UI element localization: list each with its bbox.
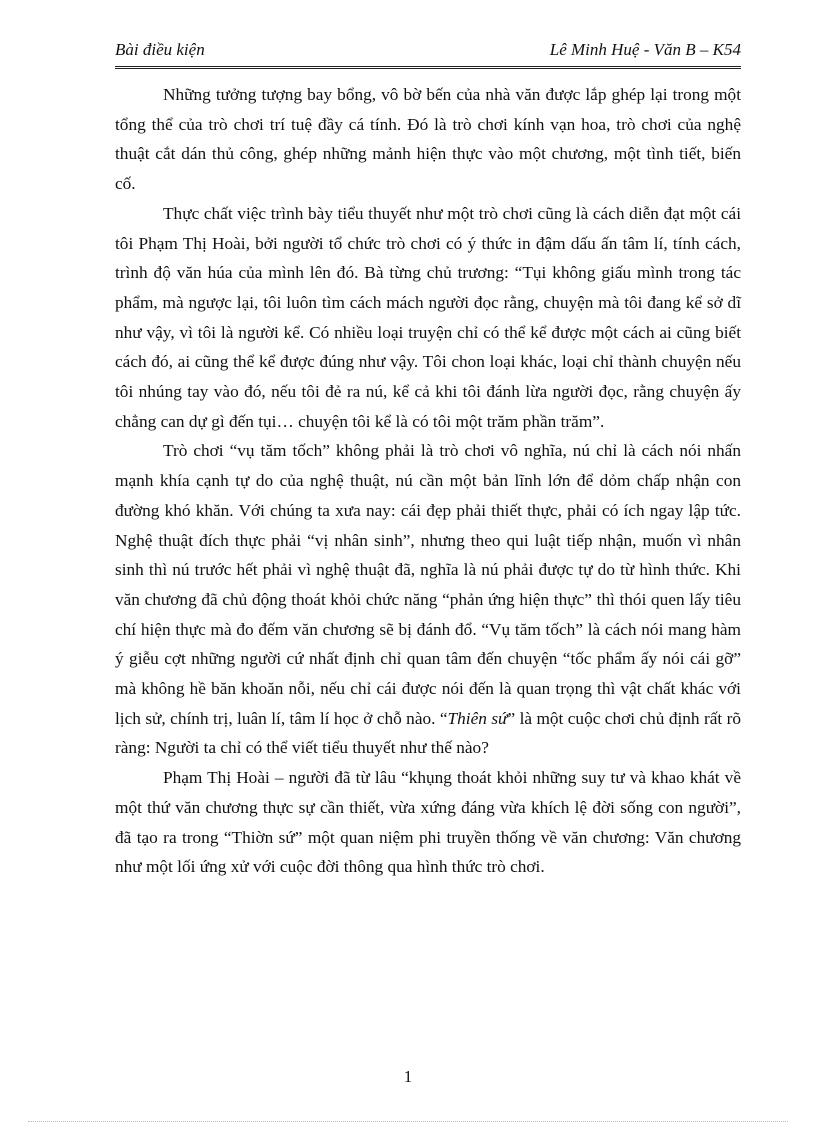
page-number: 1: [403, 1067, 413, 1086]
document-body: [115, 80, 741, 882]
page-bottom-rule: [28, 1121, 788, 1122]
header-author-right: Lê Minh Huệ - Văn B – K54: [549, 40, 741, 59]
paragraph-3-text-before: Trò chơi “vụ tăm tốch” không phải là trò chơi vô nghĩa, nú chỉ là cách nói nhấn mạnh khía cạnh tự do của nghệ thuật, nú cần một bản lĩnh lớn để dỏm chấp nhận con đường khó khăn. Với chúng ta xưa nay: cái đẹp phải thiết thực, phải có ích ngay lập tức. Nghệ thuật đích thực phải “vị nhân sinh”, nhưng theo qui luật tiếp nhận, muốn vì nhân sinh thì nú trước hết phải vì nghệ thuật đã, nghĩa là nú phải được tự do từ hình thức. Khi văn chương đã chủ động thoát khỏi chức năng “phản ứng hiện thực” thì thói quen lấy tiêu chí hiện thực mà đo đếm văn chương sẽ bị đánh đổ. “Vụ tăm tốch” là cách nói mang hàm ý giễu cợt những người cứ nhất định chỉ quan tâm đến chuyện “tốc phẩm ấy nói cái gỡ” mà không hề băn khoăn nỗi, nếu chỉ cái được nói đến là quan trọng thì vật chất khác với lịch sử, chính trị, luân lí, tâm lí học ở chỗ nào. “: [115, 441, 741, 728]
header-title-left: Bài điều kiện: [115, 40, 205, 59]
paragraph-1: Những tưởng tượng bay bổng, vô bờ bến của nhà văn được lắp ghép lại trong một tổng thể của trò chơi trí tuệ đầy cá tính. Đó là trò chơi kính vạn hoa, trò chơi của nghệ thuật cắt dán thủ công, ghép những mảnh hiện thực vào một chương, một tình tiết, biến cố.: [115, 85, 741, 194]
paragraph-3-text-after: ” là một cuộc chơi chủ định rất rõ ràng: Người ta chỉ có thể viết tiểu thuyết như thế nào?: [115, 708, 741, 758]
paragraph-3: [115, 436, 741, 763]
paragraph-4: Phạm Thị Hoài – người đã từ lâu “khụng thoát khỏi những suy tư và khao khát về một thứ văn chương thực sự cần thiết, vừa xứng đáng vừa khích lệ đời sống con người”, đã tạo ra trong “Thiờn sứ” một quan niệm phi truyền thống về văn chương: Văn chương như một lối ứng xử với cuộc đời thông qua hình thức trò chơi.: [115, 768, 741, 877]
paragraph-3-italic-title: Thiên sứ: [447, 708, 508, 728]
page-header: [115, 38, 741, 69]
paragraph-2: Thực chất việc trình bày tiểu thuyết như một trò chơi cũng là cách diễn đạt một cái tôi Phạm Thị Hoài, bởi người tổ chức trò chơi có ý thức in đậm dấu ấn tâm lí, tính cách, trình độ văn húa của mình lên đó. Bà từng chủ trương: “Tụi không giấu mình trong tác phẩm, mà ngược lại, tôi luôn tìm cách mách người đọc rằng, chuyện mà tôi đang kể sở dĩ như vậy, vì tôi là người kể. Có nhiều loại truyện chỉ có thể kể được một cách ai cũng biết cách đó, ai cũng thể kể được đúng như vậy. Tôi chon loại khác, loại chỉ thành chuyện nếu tôi nhúng tay vào đó, nếu tôi đẻ ra nú, kể cả khi tôi đánh lừa người đọc, rằng chuyện ấy chẳng can dự gì đến tụi… chuyện tôi kể là có tôi một trăm phần trăm”.: [115, 203, 741, 431]
